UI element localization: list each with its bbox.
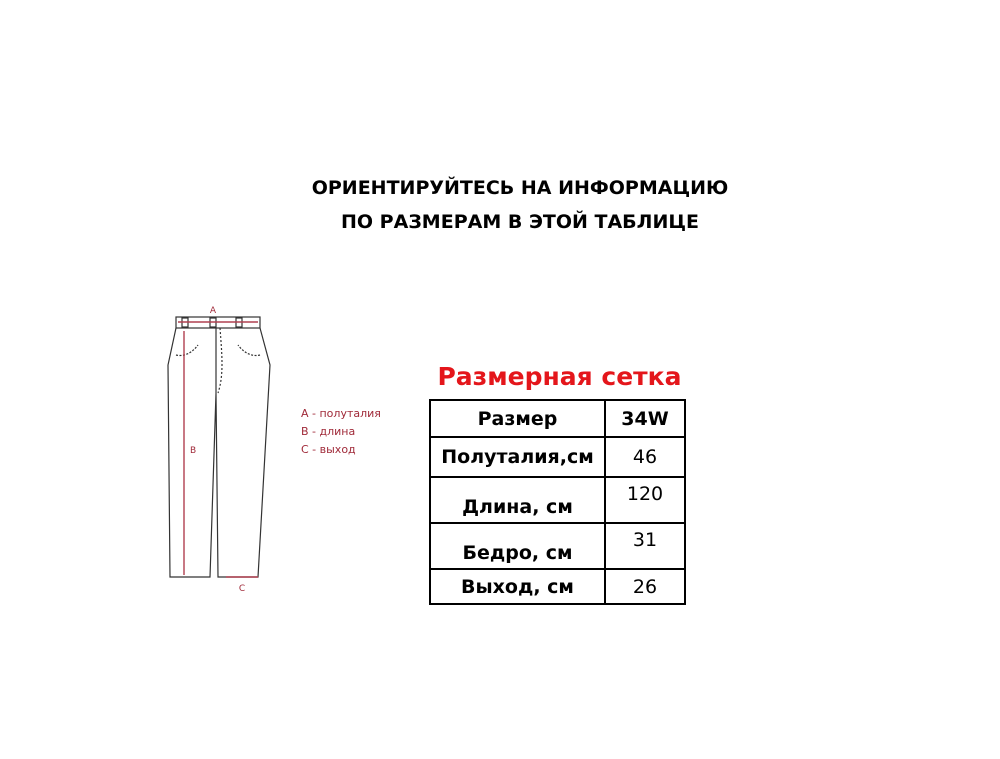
label-a: A xyxy=(209,306,217,316)
table-row xyxy=(430,523,685,569)
row-label: Бедро, см xyxy=(430,523,605,569)
page-heading-line-1: ОРИЕНТИРУЙТЕСЬ НА ИНФОРМАЦИЮ xyxy=(311,177,729,199)
size-chart-title: Размерная сетка xyxy=(437,362,682,391)
header-label: Размер xyxy=(430,400,605,437)
row-value: 31 xyxy=(605,523,685,569)
header-value: 34W xyxy=(605,400,685,437)
row-label: Длина, см xyxy=(430,477,605,523)
pants-diagram xyxy=(150,295,300,600)
table-row xyxy=(430,437,685,477)
label-c: C xyxy=(238,584,246,594)
table-header-row xyxy=(430,400,685,437)
row-value: 120 xyxy=(605,477,685,523)
table-row xyxy=(430,569,685,604)
legend-item-a: A - полуталия xyxy=(301,407,381,420)
legend-item-c: C - выход xyxy=(301,443,356,456)
page-heading-line-2: ПО РАЗМЕРАМ В ЭТОЙ ТАБЛИЦЕ xyxy=(341,211,699,233)
measurement-legend xyxy=(301,405,381,459)
size-table xyxy=(429,399,686,605)
legend-item-b: B - длина xyxy=(301,425,356,438)
row-label: Выход, см xyxy=(430,569,605,604)
row-label: Полуталия,см xyxy=(430,437,605,477)
row-value: 46 xyxy=(605,437,685,477)
row-value: 26 xyxy=(605,569,685,604)
label-b: B xyxy=(190,446,197,456)
table-row xyxy=(430,477,685,523)
